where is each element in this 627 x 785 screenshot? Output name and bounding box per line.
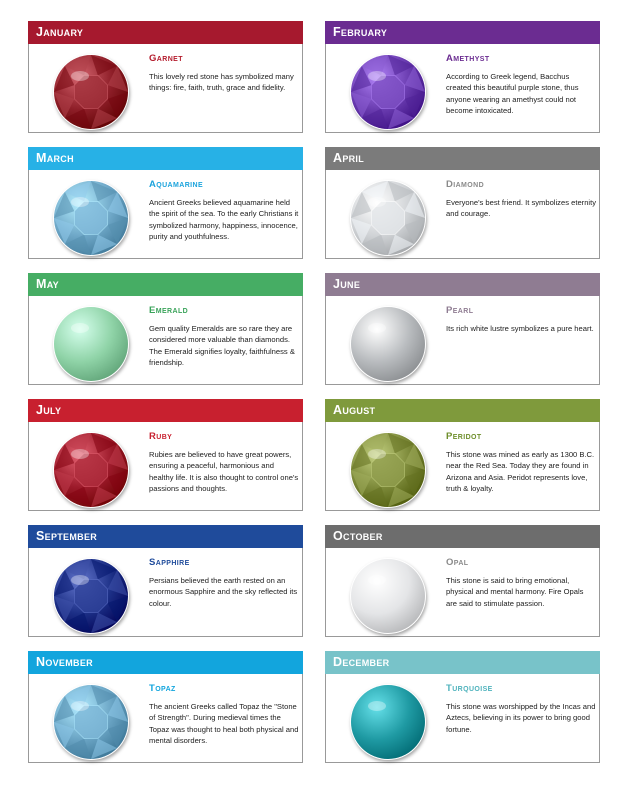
stone-name: Garnet — [149, 53, 183, 64]
stone-description: This lovely red stone has symbolized many things: fire, faith, truth, grace and fidelity. — [149, 72, 294, 93]
card-november — [28, 651, 303, 763]
diamond-gem-image — [350, 180, 426, 256]
card-september — [28, 525, 303, 637]
stone-description: This stone was worshipped by the Incas and Aztecs, believing in its power to bring good fortune. — [446, 702, 596, 734]
garnet-gem-image — [53, 54, 129, 130]
stone-description: This stone is said to bring emotional, physical and mental harmony. Fire Opals are said to stimulate passion. — [446, 576, 584, 608]
peridot-gem-image — [350, 432, 426, 508]
stone-name: Emerald — [149, 305, 189, 316]
stone-name: Peridot — [446, 431, 482, 442]
emerald-gem-image — [53, 306, 129, 382]
card-june — [325, 273, 600, 385]
turquoise-gem-image — [350, 684, 426, 760]
card-january — [28, 21, 303, 133]
month-header: June — [325, 273, 600, 296]
topaz-gem-image — [53, 684, 129, 760]
stone-description: Rubies are believed to have great powers, ensuring a peaceful, harmonious and healthy life. It is also thought to control one's passions and thoughts. — [149, 450, 299, 494]
stone-description: Everyone's best friend. It symbolizes eternity and courage. — [446, 198, 597, 219]
stone-description: Its rich white lustre symbolizes a pure heart. — [446, 324, 594, 333]
stone-name: Amethyst — [446, 53, 490, 64]
month-header: November — [28, 651, 303, 674]
card-may — [28, 273, 303, 385]
card-july — [28, 399, 303, 511]
month-header: July — [28, 399, 303, 422]
month-header: April — [325, 147, 600, 170]
aquamarine-gem-image — [53, 180, 129, 256]
month-header: January — [28, 21, 303, 44]
stone-name: Turquoise — [446, 683, 493, 694]
card-august — [325, 399, 600, 511]
month-header: May — [28, 273, 303, 296]
opal-gem-image — [350, 558, 426, 634]
stone-description: Gem quality Emeralds are so rare they are considered more valuable than diamonds. The Emerald signifies loyalty, faithfulness & friendship. — [149, 324, 295, 368]
stone-description: This stone was mined as early as 1300 B.C. near the Red Sea. Today they are found in Arizona and Asia. Peridot represents love, truth & loyalty. — [446, 450, 595, 494]
stone-name: Aquamarine — [149, 179, 204, 190]
stone-name: Opal — [446, 557, 469, 568]
month-header: August — [325, 399, 600, 422]
stone-description: The ancient Greeks called Topaz the "Stone of Strength". During medieval times the Topaz was thought to heal both physical and mental disorders. — [149, 702, 299, 746]
stone-name: Pearl — [446, 305, 474, 316]
card-february — [325, 21, 600, 133]
stone-description: According to Greek legend, Bacchus created this beautiful purple stone, thus anyone wearing an amethyst could not become intoxicated. — [446, 72, 579, 116]
month-header: February — [325, 21, 600, 44]
card-april — [325, 147, 600, 259]
ruby-gem-image — [53, 432, 129, 508]
stone-description: Ancient Greeks believed aquamarine held the spirit of the sea. To the early Christians it symbolized harmony, happiness, innocence, purity and youthfulness. — [149, 198, 299, 242]
stone-description: Persians believed the earth rested on an enormous Sapphire and the sky reflected its colour. — [149, 576, 298, 608]
month-header: October — [325, 525, 600, 548]
month-header: December — [325, 651, 600, 674]
month-header: September — [28, 525, 303, 548]
stone-name: Diamond — [446, 179, 485, 190]
pearl-gem-image — [350, 306, 426, 382]
month-header: March — [28, 147, 303, 170]
stone-name: Sapphire — [149, 557, 190, 568]
sapphire-gem-image — [53, 558, 129, 634]
stone-name: Ruby — [149, 431, 173, 442]
amethyst-gem-image — [350, 54, 426, 130]
stone-name: Topaz — [149, 683, 176, 694]
card-december — [325, 651, 600, 763]
card-october — [325, 525, 600, 637]
card-march — [28, 147, 303, 259]
